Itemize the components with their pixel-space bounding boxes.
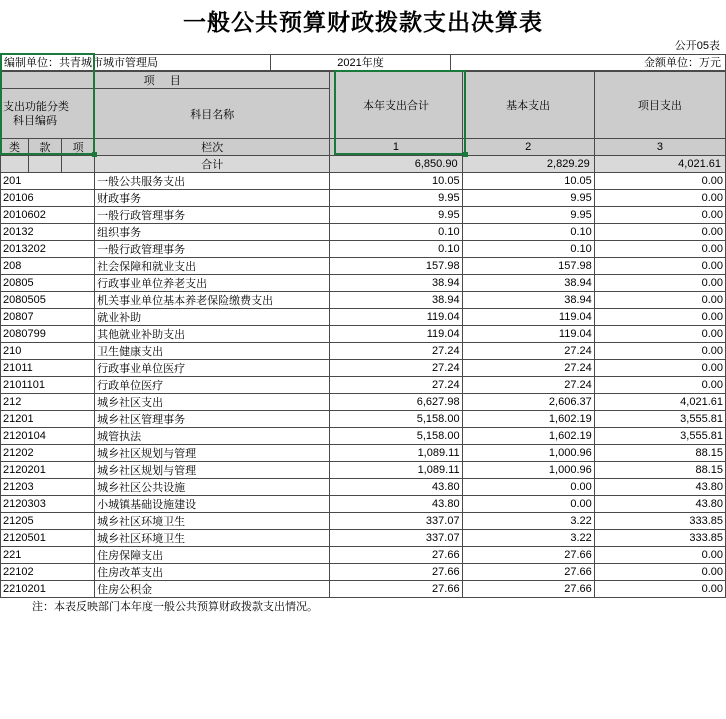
page-title: 一般公共预算财政拨款支出决算表: [183, 9, 543, 35]
row-value-project: 0.00: [594, 309, 725, 326]
row-value-total: 5,158.00: [330, 411, 462, 428]
header-column-num-2: 2: [462, 139, 594, 156]
table-footnote: 注：本表反映部门本年度一般公共预算财政拨款支出情况。: [32, 601, 318, 613]
row-code: 2120303: [1, 496, 95, 513]
table-row: [1, 173, 726, 190]
row-value-total: 337.07: [330, 513, 462, 530]
org-label: 编制单位：共青城市城市管理局: [1, 55, 271, 70]
row-name: 小城镇基础设施建设: [95, 496, 330, 513]
year-label: 2021年度: [271, 55, 451, 70]
document-title-row: [0, 2, 726, 38]
row-code: 208: [1, 258, 95, 275]
row-value-basic: 2,606.37: [462, 394, 594, 411]
row-value-basic: 1,602.19: [462, 411, 594, 428]
row-value-total: 27.24: [330, 377, 462, 394]
row-name: 城乡社区规划与管理: [95, 445, 330, 462]
row-value-total: 1,089.11: [330, 445, 462, 462]
row-value-project: 0.00: [594, 564, 725, 581]
table-row: [1, 224, 726, 241]
row-code: 212: [1, 394, 95, 411]
total-blank-kuan: [29, 156, 62, 173]
row-value-total: 337.07: [330, 530, 462, 547]
row-name: 社会保障和就业支出: [95, 258, 330, 275]
table-row: [1, 377, 726, 394]
row-value-basic: 38.94: [462, 275, 594, 292]
row-value-basic: 3.22: [462, 513, 594, 530]
table-row: [1, 258, 726, 275]
row-value-basic: 0.00: [462, 479, 594, 496]
row-name: 卫生健康支出: [95, 343, 330, 360]
row-code: 21203: [1, 479, 95, 496]
row-code: 2120201: [1, 462, 95, 479]
row-value-project: 0.00: [594, 275, 725, 292]
row-name: 城乡社区公共设施: [95, 479, 330, 496]
table-row: [1, 275, 726, 292]
table-row: [1, 309, 726, 326]
row-value-basic: 38.94: [462, 292, 594, 309]
table-row: [1, 360, 726, 377]
table-row: [1, 513, 726, 530]
row-value-project: 0.00: [594, 343, 725, 360]
row-value-total: 157.98: [330, 258, 462, 275]
total-blank-lei: [1, 156, 29, 173]
header-col-project: 项目支出: [594, 72, 725, 139]
table-row: [1, 547, 726, 564]
row-value-total: 9.95: [330, 207, 462, 224]
row-value-basic: 119.04: [462, 326, 594, 343]
table-row: [1, 207, 726, 224]
row-code: 221: [1, 547, 95, 564]
row-code: 2010602: [1, 207, 95, 224]
row-code: 2080799: [1, 326, 95, 343]
table-row: [1, 428, 726, 445]
row-code: 2013202: [1, 241, 95, 258]
row-name: 住房保障支出: [95, 547, 330, 564]
row-value-total: 43.80: [330, 496, 462, 513]
table-header-row-1: [1, 72, 726, 89]
row-value-basic: 1,000.96: [462, 462, 594, 479]
fill-handle-code-header: [92, 152, 97, 157]
row-value-total: 43.80: [330, 479, 462, 496]
row-code: 2101101: [1, 377, 95, 394]
table-row: [1, 496, 726, 513]
row-name: 住房公积金: [95, 581, 330, 598]
row-name: 一般行政管理事务: [95, 241, 330, 258]
row-value-project: 0.00: [594, 190, 725, 207]
header-level-kuan: 款: [29, 139, 62, 156]
row-value-project: 0.00: [594, 360, 725, 377]
row-value-project: 0.00: [594, 547, 725, 564]
budget-table: [0, 71, 726, 598]
row-value-basic: 0.10: [462, 224, 594, 241]
row-value-project: 3,555.81: [594, 428, 725, 445]
header-subject-name: 科目名称: [95, 89, 330, 139]
total-value-1: 6,850.90: [330, 156, 462, 173]
row-value-basic: 27.24: [462, 377, 594, 394]
row-value-total: 0.10: [330, 224, 462, 241]
table-row: [1, 394, 726, 411]
row-value-project: 0.00: [594, 207, 725, 224]
header-level-lei: 类: [1, 139, 29, 156]
row-code: 20132: [1, 224, 95, 241]
row-name: 城乡社区环境卫生: [95, 513, 330, 530]
total-value-3: 4,021.61: [594, 156, 725, 173]
row-value-total: 38.94: [330, 292, 462, 309]
total-label: 合计: [95, 156, 330, 173]
row-value-basic: 27.66: [462, 564, 594, 581]
row-value-basic: 157.98: [462, 258, 594, 275]
row-value-total: 10.05: [330, 173, 462, 190]
row-value-total: 38.94: [330, 275, 462, 292]
row-value-project: 0.00: [594, 258, 725, 275]
row-value-basic: 27.24: [462, 343, 594, 360]
table-row: [1, 564, 726, 581]
row-value-project: 43.80: [594, 479, 725, 496]
row-value-project: 0.00: [594, 377, 725, 394]
table-row: [1, 292, 726, 309]
row-value-project: 333.85: [594, 513, 725, 530]
row-value-project: 333.85: [594, 530, 725, 547]
row-value-total: 0.10: [330, 241, 462, 258]
row-value-basic: 3.22: [462, 530, 594, 547]
table-row: [1, 445, 726, 462]
row-value-total: 27.66: [330, 564, 462, 581]
row-name: 财政事务: [95, 190, 330, 207]
row-value-project: 88.15: [594, 445, 725, 462]
row-name: 行政单位医疗: [95, 377, 330, 394]
table-header-row-3: [1, 139, 726, 156]
row-code: 20805: [1, 275, 95, 292]
row-code: 21201: [1, 411, 95, 428]
row-name: 机关事业单位基本养老保险缴费支出: [95, 292, 330, 309]
row-code: 21205: [1, 513, 95, 530]
table-row: [1, 343, 726, 360]
row-name: 城管执法: [95, 428, 330, 445]
row-value-basic: 10.05: [462, 173, 594, 190]
row-value-project: 88.15: [594, 462, 725, 479]
row-code: 21202: [1, 445, 95, 462]
row-code: 201: [1, 173, 95, 190]
row-value-total: 119.04: [330, 326, 462, 343]
header-function-code-line2: 科目编码: [13, 114, 57, 127]
public-form-number: 公开05表: [674, 40, 720, 52]
row-value-basic: 0.00: [462, 496, 594, 513]
row-value-total: 27.66: [330, 547, 462, 564]
row-value-basic: 27.66: [462, 547, 594, 564]
row-code: 20807: [1, 309, 95, 326]
row-value-total: 27.24: [330, 360, 462, 377]
row-value-project: 0.00: [594, 326, 725, 343]
row-value-basic: 9.95: [462, 190, 594, 207]
table-row: [1, 581, 726, 598]
row-value-project: 43.80: [594, 496, 725, 513]
amount-unit-label: 金额单位：万元: [644, 57, 721, 69]
row-value-total: 27.66: [330, 581, 462, 598]
row-name: 一般公共服务支出: [95, 173, 330, 190]
row-value-project: 0.00: [594, 581, 725, 598]
row-code: 20106: [1, 190, 95, 207]
header-item-group: 项 目: [1, 72, 330, 89]
row-name: 一般行政管理事务: [95, 207, 330, 224]
row-value-basic: 27.66: [462, 581, 594, 598]
row-value-project: 0.00: [594, 224, 725, 241]
header-column-num-1: 1: [330, 139, 462, 156]
header-function-code: [1, 89, 95, 139]
fill-handle-total-column: [463, 152, 468, 157]
row-value-basic: 0.10: [462, 241, 594, 258]
table-row: [1, 411, 726, 428]
row-name: 城乡社区环境卫生: [95, 530, 330, 547]
row-name: 城乡社区支出: [95, 394, 330, 411]
row-value-basic: 119.04: [462, 309, 594, 326]
row-code: 2120501: [1, 530, 95, 547]
row-value-total: 1,089.11: [330, 462, 462, 479]
row-value-total: 27.24: [330, 343, 462, 360]
table-row: [1, 479, 726, 496]
row-name: 就业补助: [95, 309, 330, 326]
header-column-num-3: 3: [594, 139, 725, 156]
row-value-total: 5,158.00: [330, 428, 462, 445]
row-value-project: 4,021.61: [594, 394, 725, 411]
row-value-basic: 1,602.19: [462, 428, 594, 445]
row-code: 22102: [1, 564, 95, 581]
row-value-project: 3,555.81: [594, 411, 725, 428]
header-function-code-line1: 支出功能分类: [3, 100, 69, 113]
row-value-project: 0.00: [594, 292, 725, 309]
row-code: 21011: [1, 360, 95, 377]
meta-row: [0, 54, 726, 71]
row-name: 行政事业单位医疗: [95, 360, 330, 377]
total-blank-xiang: [62, 156, 95, 173]
row-value-project: 0.00: [594, 173, 725, 190]
table-row: [1, 326, 726, 343]
row-code: 2210201: [1, 581, 95, 598]
row-name: 其他就业补助支出: [95, 326, 330, 343]
header-col-total: 本年支出合计: [330, 72, 462, 139]
table-row: [1, 530, 726, 547]
row-code: 210: [1, 343, 95, 360]
row-value-total: 9.95: [330, 190, 462, 207]
row-value-total: 119.04: [330, 309, 462, 326]
row-name: 行政事业单位养老支出: [95, 275, 330, 292]
row-name: 住房改革支出: [95, 564, 330, 581]
total-value-2: 2,829.29: [462, 156, 594, 173]
row-value-basic: 27.24: [462, 360, 594, 377]
row-code: 2120104: [1, 428, 95, 445]
table-row: [1, 462, 726, 479]
header-col-basic: 基本支出: [462, 72, 594, 139]
table-row: [1, 241, 726, 258]
table-total-row: [1, 156, 726, 173]
row-value-basic: 9.95: [462, 207, 594, 224]
table-row: [1, 190, 726, 207]
row-name: 城乡社区规划与管理: [95, 462, 330, 479]
row-value-project: 0.00: [594, 241, 725, 258]
row-value-basic: 1,000.96: [462, 445, 594, 462]
row-name: 组织事务: [95, 224, 330, 241]
row-name: 城乡社区管理事务: [95, 411, 330, 428]
header-level-xiang: 项: [62, 139, 95, 156]
row-code: 2080505: [1, 292, 95, 309]
header-column-label: 栏次: [95, 139, 330, 156]
row-value-total: 6,627.98: [330, 394, 462, 411]
